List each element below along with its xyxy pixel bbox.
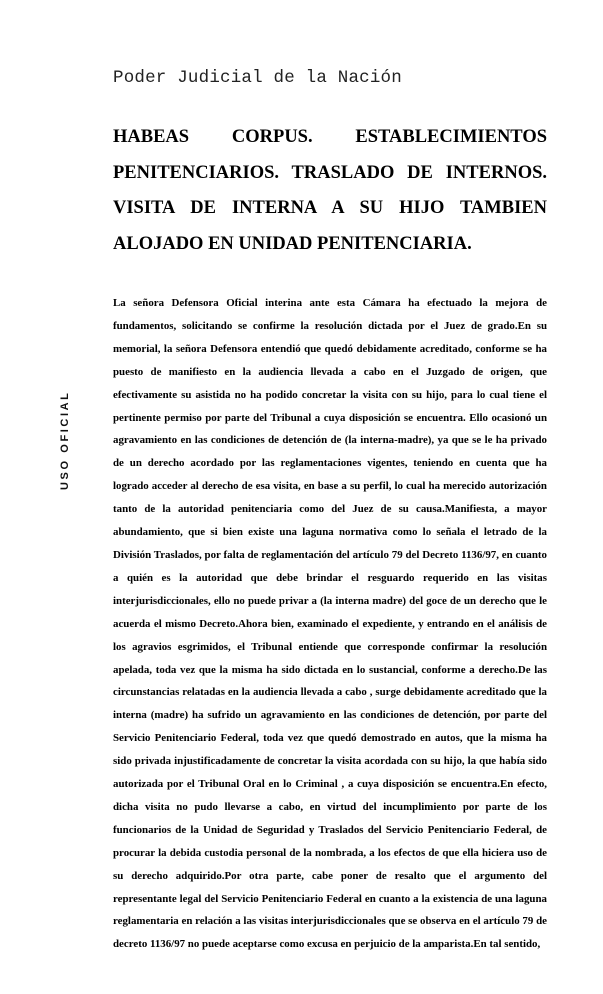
document-body: La señora Defensora Oficial interina ante esta Cámara ha efectuado la mejora de fundamentos, solicitando se confirme la resolución dictada por el Juez de grado.En su memorial, la señora Defensora entendió que quedó debidamente acreditado, conforme se ha puesto de manifiesto en la audiencia llevada a cabo en el Juzgado de origen, que efectivamente su asistida no ha podido concretar la visita con su hijo, para lo cual tiene el pertinente permiso por parte del Tribunal a cuya disposición se encuentra. Ello ocasionó un agravamiento en las condiciones de detención de (la interna-madre), ya que se le ha privado de un derecho acordado por las reglamentaciones vigentes, teniendo en cuenta que ha logrado acceder al derecho de esa visita, en base a su perfil, lo cual ha merecido autorización tanto de la autoridad penitenciaria como del Juez de su causa.Manifiesta, a mayor abundamiento, que si bien existe una laguna normativa como lo señala el letrado de la División Traslados, por falta de reglamentación del artículo 79 del Decreto 1136/97, en cuanto a quién es la autoridad que debe brindar el resguardo requerido en las visitas interjurisdiccionales, ello no puede privar a (la interna madre) del goce de un derecho que le acuerda el mismo Decreto.Ahora bien, examinado el expediente, y entrando en el análisis de los agravios esgrimidos, el Tribunal entiende que corresponde confirmar la resolución apelada, toda vez que la misma ha sido dictada en lo sustancial, conforme a derecho.De las circunstancias relatadas en la audiencia llevada a cabo , surge debidamente acreditado que la interna (madre) ha sufrido un agravamiento en las condiciones de detención, por parte del Servicio Penitenciario Federal, toda vez que quedó demostrado en autos, que la misma ha sido privada injustificadamente de concretar la visita acordada con su hijo, la que había sido autorizada por el Tribunal Oral en lo Criminal , a cuya disposición se encuentra.En efecto, dicha visita no pudo llevarse a cabo, en virtud del incumplimiento por parte de los funcionarios de la Unidad de Seguridad y Traslados del Servicio Penitenciario Federal, de procurar la debida custodia personal de la nombrada, a los efectos de que ella hiciera uso de su derecho adquirido.Por otra parte, cabe poner de resalto que el argumento del representante legal del Servicio Penitenciario Federal en cuanto a la existencia de una laguna reglamentaria en relación a las visitas interjurisdiccionales que se observa en el artículo 79 de decreto 1136/97 no puede aceptarse como excusa en perjuicio de la amparista.En tal sentido, [113,297,547,951]
page-header: Poder Judicial de la Nación [113,68,402,88]
uso-oficial-margin-label: USO OFICIAL [59,390,71,490]
document-title: HABEAS CORPUS. ESTABLECIMIENTOS PENITENCIARIOS. TRASLADO DE INTERNOS. VISITA DE INTERNA A SU HIJO TAMBIEN ALOJADO EN UNIDAD PENITENCIARIA. [113,127,547,254]
